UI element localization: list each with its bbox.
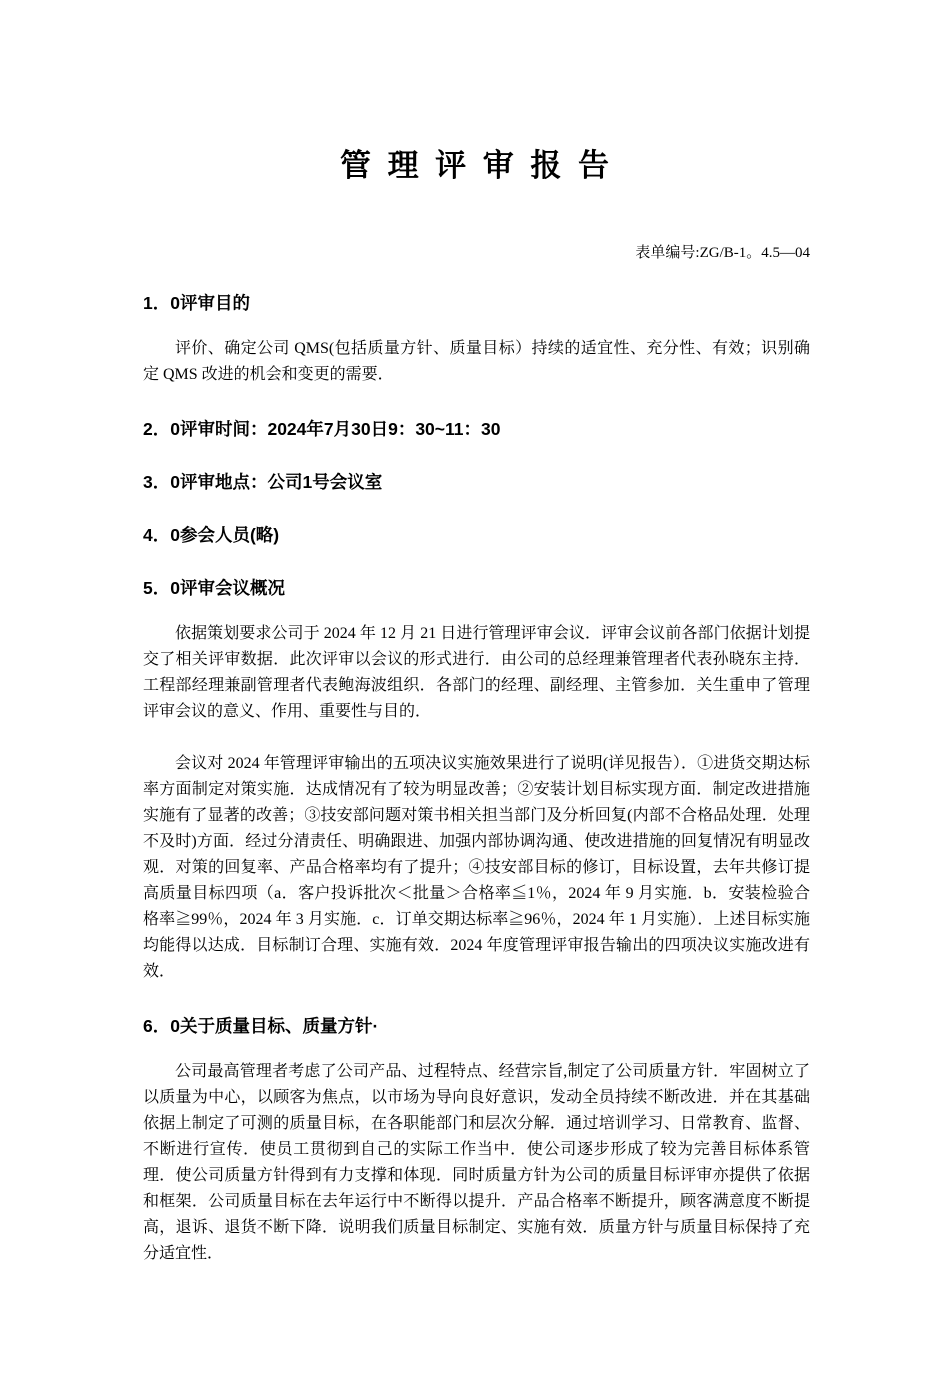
- paragraph: 评价、确定公司 QMS(包括质量方针、质量目标）持续的适宜性、充分性、有效；识别确定 QMS 改进的机会和变更的需要．: [143, 340, 810, 383]
- section-heading: 4．0参会人员(略): [143, 525, 280, 545]
- section-participants: [143, 523, 810, 547]
- section-heading: 1．0评审目的: [143, 293, 250, 313]
- paragraph: 会议对 2024 年管理评审输出的五项决议实施效果进行了说明(详见报告）．①进货交期达标率方面制定对策实施．达成情况有了较为明显改善；②安装计划目标实现方面．制定改进措施实施有了显著的改善；③技安部问题对策书相关担当部门及分析回复(内部不合格品处理．处理不及时)方面．经过分清责任、明确跟进、加强内部协调沟通、使改进措施的回复情况有明显改观．对策的回复率、产品合格率均有了提升；④技安部目标的修订，目标设置，去年共修订提高质量目标四项（a．客户投诉批次＜批量＞合格率≦1％，2024 年 9 月实施．b．安装检验合格率≧99％，2024 年 3 月实施．c．订单交期达标率≧96％，2024 年 1 月实施）．上述目标实施均能得以达成．目标制订合理、实施有效．2024 年度管理评审报告输出的四项决议实施改进有效．: [143, 755, 810, 980]
- section-heading: 3．0评审地点：公司1号会议室: [143, 472, 383, 492]
- document-title: 管 理 评 审 报 告: [339, 148, 614, 183]
- form-number: 表单编号:ZG/B-1。4.5—04: [635, 245, 810, 261]
- section-review-location: [143, 470, 810, 494]
- section-heading: 5．0评审会议概况: [143, 578, 285, 598]
- section-heading: 2．0评审时间：2024年7月30日9：30~11：30: [143, 419, 501, 439]
- paragraph: 依据策划要求公司于 2024 年 12 月 21 日进行管理评审会议．评审会议前各部门依据计划提交了相关评审数据．此次评审以会议的形式进行．由公司的总经理兼管理者代表孙晓东主持．工程部经理兼副管理者代表鲍海波组织．各部门的经理、副经理、主管参加．关生重申了管理评审会议的意义、作用、重要性与目的．: [143, 625, 810, 720]
- section-heading: 6．0关于质量目标、质量方针·: [143, 1016, 379, 1036]
- paragraph: 公司最高管理者考虑了公司产品、过程特点、经营宗旨,制定了公司质量方针．牢固树立了以质量为中心，以顾客为焦点，以市场为导向良好意识，发动全员持续不断改进．并在其基础依据上制定了可测的质量目标，在各职能部门和层次分解．通过培训学习、日常教育、监督、不断进行宣传．使员工贯彻到自己的实际工作当中．使公司逐步形成了较为完善目标体系管理．使公司质量方针得到有力支撑和体现．同时质量方针为公司的质量目标评审亦提供了依据和框架．公司质量目标在去年运行中不断得以提升．产品合格率不断提升，顾客满意度不断提高，退诉、退货不断下降．说明我们质量目标制定、实施有效．质量方针与质量目标保持了充分适宜性．: [143, 1063, 810, 1262]
- section-quality-policy: [143, 1014, 810, 1267]
- section-review-purpose: [143, 291, 810, 388]
- section-meeting-overview: [143, 576, 810, 985]
- section-review-time: [143, 417, 810, 441]
